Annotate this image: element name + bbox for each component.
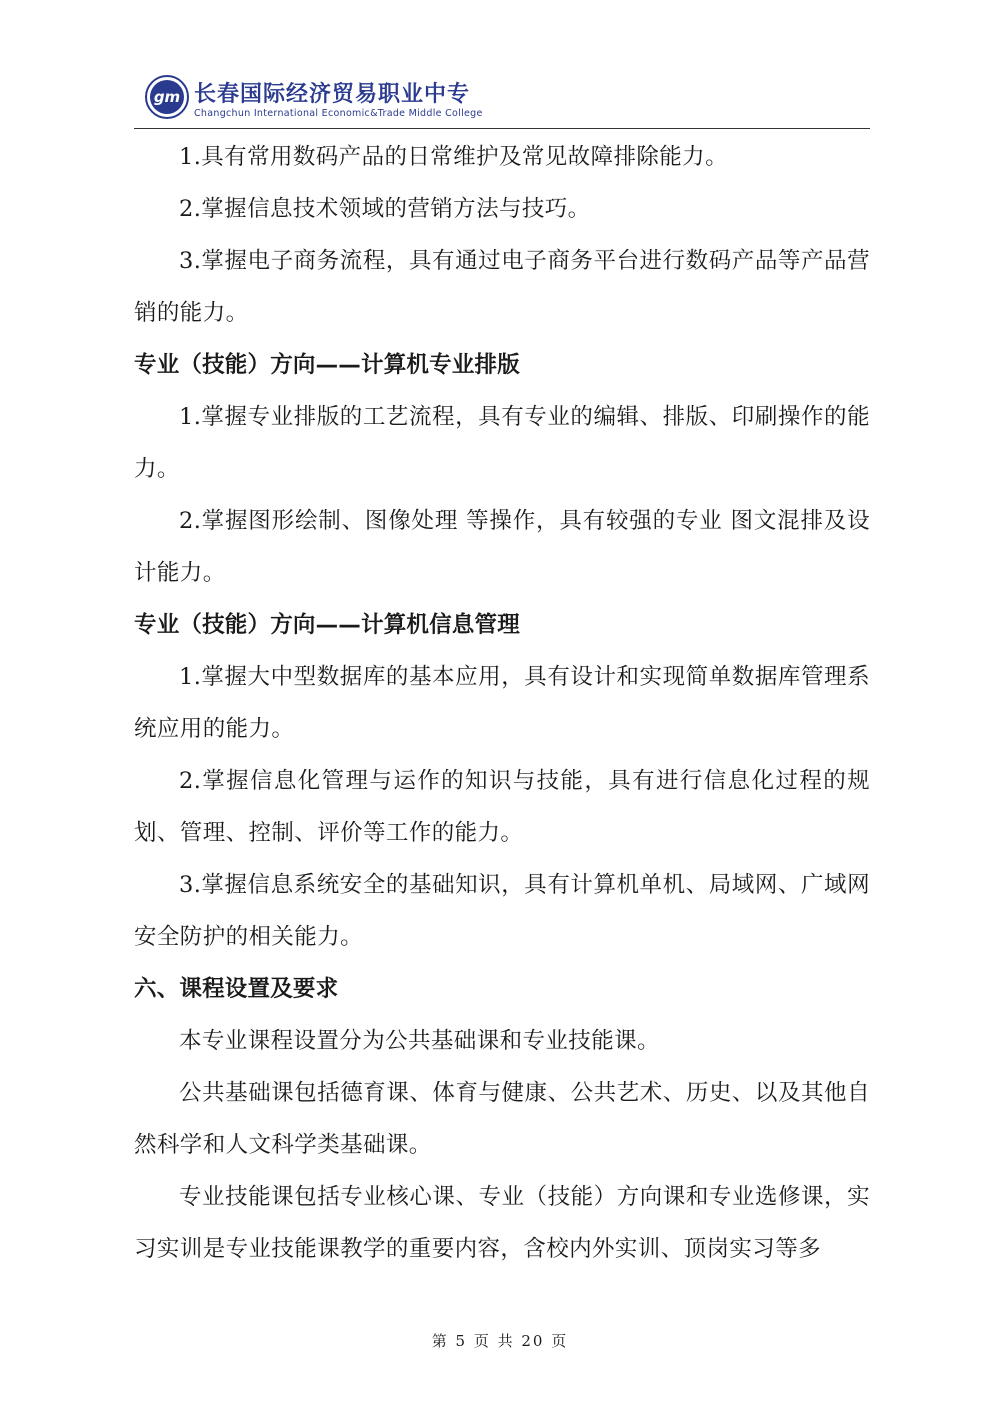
- document-body: [134, 131, 870, 1275]
- school-name-cn: 长春国际经济贸易职业中专: [194, 81, 471, 107]
- paragraph: 2.掌握信息化管理与运作的知识与技能，具有进行信息化过程的规划、管理、控制、评价等工作的能力。: [134, 768, 870, 846]
- paragraph: 公共基础课包括德育课、体育与健康、公共艺术、历史、以及其他自然科学和人文科学类基础课。: [134, 1080, 870, 1158]
- page-header: [134, 70, 870, 130]
- page-number: 第 5 页 共 20 页: [431, 1332, 569, 1350]
- section-heading: 专业（技能）方向——计算机专业排版: [134, 352, 520, 378]
- paragraph: 3.掌握电子商务流程，具有通过电子商务平台进行数码产品等产品营销的能力。: [134, 248, 870, 326]
- paragraph: 本专业课程设置分为公共基础课和专业技能课。: [179, 1028, 660, 1054]
- paragraph: 2.掌握图形绘制、图像处理 等操作，具有较强的专业 图文混排及设计能力。: [134, 508, 870, 586]
- logo-text: gm: [153, 88, 181, 106]
- section-heading: 六、课程设置及要求: [134, 976, 339, 1002]
- paragraph: 1.具有常用数码产品的日常维护及常见故障排除能力。: [179, 144, 728, 170]
- paragraph: 3.掌握信息系统安全的基础知识，具有计算机单机、局域网、广域网安全防护的相关能力。: [134, 872, 870, 950]
- paragraph: 专业技能课包括专业核心课、专业（技能）方向课和专业选修课，实习实训是专业技能课教学的重要内容，含校内外实训、顶岗实习等多: [134, 1184, 870, 1262]
- school-logo-icon: [144, 74, 190, 120]
- paragraph: 1.掌握大中型数据库的基本应用，具有设计和实现简单数据库管理系统应用的能力。: [134, 664, 870, 742]
- header-divider: [134, 128, 870, 129]
- paragraph: 1.掌握专业排版的工艺流程，具有专业的编辑、排版、印刷操作的能力。: [134, 404, 870, 482]
- school-name-en: Changchun International Economic&Trade Middle College: [194, 108, 483, 119]
- paragraph: 2.掌握信息技术领域的营销方法与技巧。: [179, 196, 591, 222]
- section-heading: 专业（技能）方向——计算机信息管理: [134, 612, 520, 638]
